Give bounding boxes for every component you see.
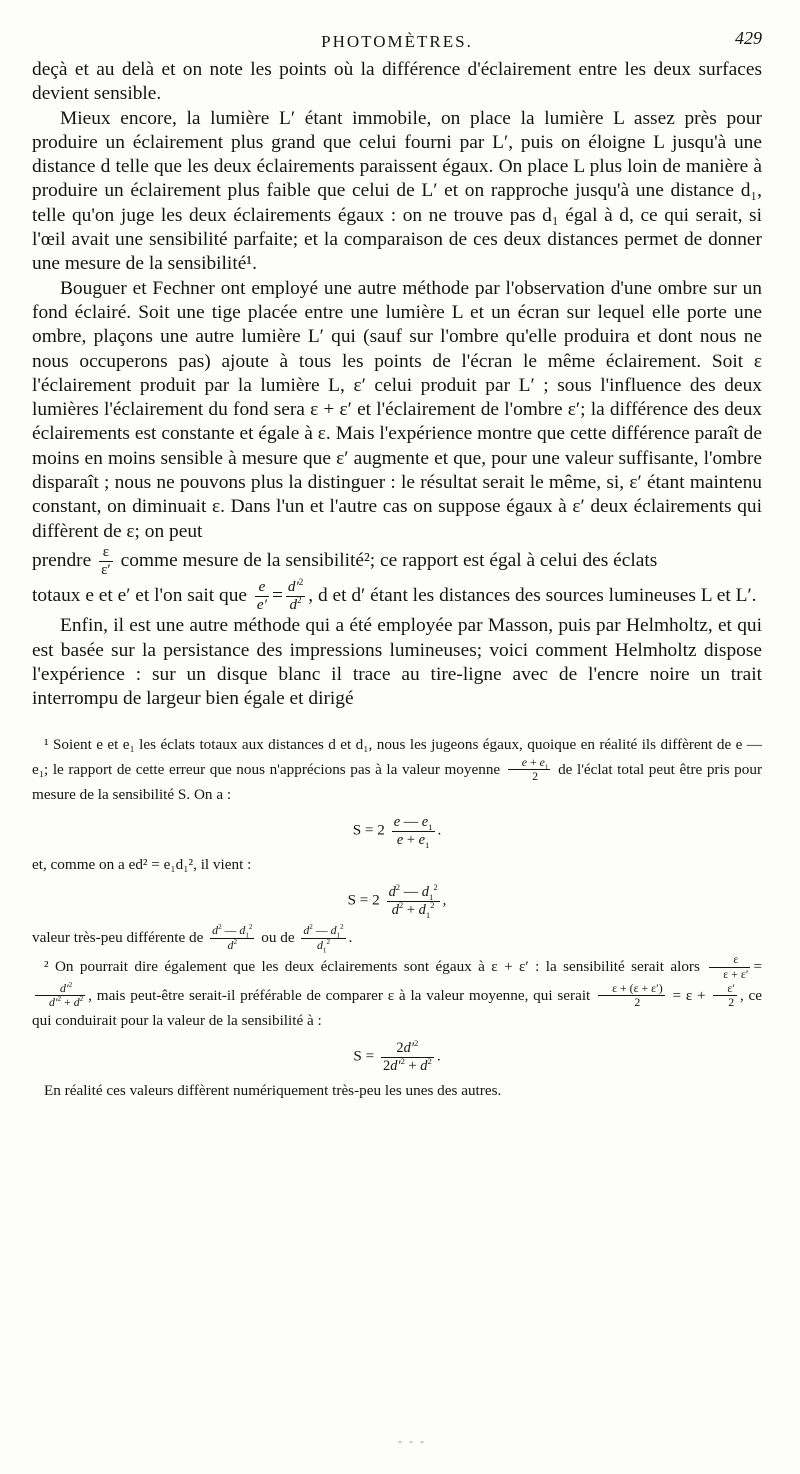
footnote-1: ¹ Soient e et e₁ les éclats totaux aux distances d et d₁, nous les jugeons égaux, quoique en réalité ils diffèrent de e — e₁; le rapport de cette erreur que nous n'apprécions pas à la valeur moyenne $\frac{e + e_1}{2}$ de l'éclat total peut être pris pour mesure de la sensibilité S. On a : (32, 735, 763, 804)
approx-fraction-1: $\frac{d^2 — d_1^2}{d^2}$ (212, 923, 253, 952)
paragraph-4: Enfin, il est une autre méthode qui a été employée par Masson, puis par Helmholtz, et qui est basée sur la persistance des impressions lumineuses; voici comment Helmholtz dispose l'expérience : sur un disque blanc il trace au tire-ligne avec de l'encre noire un trait interrompu de largeur bien égale et dirigé (32, 615, 762, 710)
page (32, 22, 762, 1102)
ratio-d-fraction: $\frac{d'^2}{d^2}$ (287, 577, 304, 614)
equation-s-e: S = 2 $\frac{e — e_1}{e + e_1}$ . (352, 814, 442, 850)
mean-fraction: $\frac{e + e_1}{2}$ (508, 756, 551, 785)
footnotes (32, 734, 762, 1103)
footnote-2-conclusion: En réalité ces valeurs diffèrent numériquement très-peu les unes des autres. (44, 1082, 502, 1100)
paragraph-1: deçà et au delà et on note les points où la différence d'éclairement entre les deux surfaces devient sensible. (32, 59, 762, 105)
mean-eps-fraction: $\frac{\varepsilon + (\varepsilon + \varepsilon')}{2}$ (598, 982, 665, 1011)
running-title: PHOTOMÈTRES. (321, 32, 473, 51)
approx-fraction-2: $\frac{d^2 — d_1^2}{d_1^2}$ (303, 923, 344, 955)
paragraph-3-line-law: totaux e et e′ et l'on sait que $\frac{e}{e'}$ = $\frac{d'^2}{d^2}$ , d et d′ étant les distances des sources lumineuses L et L′. (32, 577, 757, 614)
footnote-2: ² On pourrait dire également que les deux éclairements sont égaux à ε + ε′ : la sensibilité serait alors $\frac{\varepsilon}{\varepsilon + \varepsilon'}$ = $\frac{d'^2}{d'^2 + d^2}$ , mais peut-être serait-il préférable de comparer ε à la valeur moyenne, qui serait $\frac{\varepsilon + (\varepsilon + \varepsilon')}{2}$ = ε + $\frac{\varepsilon'}{2}$ , ce qui conduirait pour la valeur de la sensibilité à : (32, 951, 763, 1030)
paragraph-3: Bouguer et Fechner ont employé une autre méthode par l'observation d'une ombre sur un fond éclairé. Soit une tige placée entre une lumière L et un écran sur lequel elle porte une ombre, plaçons une autre lumière L′ qui (sauf sur l'ombre qu'elle produira et dont nous ne nous occuperons pas) ajoute à tous les points de l'écran le même éclairement. Soit ε l'éclairement produit par la lumière L, ε′ celui produit par L′ ; sous l'influence des deux lumières l'éclairement du fond sera ε + ε′ et l'éclairement de l'ombre ε′; la différence des deux éclairements est constante et égale à ε. Mais l'expérience montre que cette différence paraît de moins en moins sensible à mesure que ε′ augmente et que, pour une valeur suffisante, l'ombre disparaît ; nous ne pouvons plus la distinguer : le résultat serait le même, si, ε′ étant maintenu constant, on diminuait ε. Dans l'un et l'autre cas on suppose égaux à ε′ deux éclairements qui diffèrent de ε; on peut (32, 277, 762, 542)
page-number: 429 (735, 28, 762, 48)
half-eps-fraction: $\frac{\varepsilon'}{2}$ (713, 982, 737, 1011)
running-header (32, 22, 762, 52)
footnote-1-approx: valeur très-peu différente de $\frac{d^2 — d_1^2}{d^2}$ ou de $\frac{d^2 — d_1^2}{d_1^2}$ . (32, 923, 353, 955)
ratio-e-fraction: $\frac{e}{e'}$ (256, 579, 267, 614)
equation-s-final: S = $\frac{2d'^2}{2d'^2 + d^2}$ . (353, 1038, 441, 1074)
ratio-epsilon-fraction: $\frac{\varepsilon}{\varepsilon'}$ (101, 543, 111, 579)
sens-fraction-1: $\frac{\varepsilon}{\varepsilon + \varepsilon'}$ (709, 953, 750, 982)
paragraph-2: Mieux encore, la lumière L′ étant immobile, on place la lumière L assez près pour produire un éclairement plus grand que celui fourni par L′, puis on éloigne L jusqu'à une distance d telle que les deux éclairements paraissent égaux. On place L plus loin de manière à produire un éclairement plus faible que celui de L′ et on rapproche jusqu'à une distance d₁, telle qu'on juge les deux éclairements égaux : on ne trouve pas d₁ égal à d, ce qui serait, si l'œil avait une sensibilité parfaite; et la comparaison de ces deux distances permet de donner une mesure de la sensibilité¹. (32, 107, 762, 275)
sens-fraction-2: $\frac{d'^2}{d'^2 + d^2}$ (35, 982, 85, 1011)
equation-s-d: S = 2 $\frac{d^2 — d_1^2}{d^2 + d_1^2}$ , (347, 882, 447, 920)
footnote-1-cont: et, comme on a ed² = e₁d₁², il vient : (32, 856, 252, 874)
main-text (32, 58, 762, 712)
signature-mark: - - - (398, 1434, 426, 1448)
paragraph-3-line-ratio: prendre $\frac{\varepsilon}{\varepsilon'}$ comme mesure de la sensibilité²; ce rapport est égal à celui des éclats (32, 543, 658, 579)
